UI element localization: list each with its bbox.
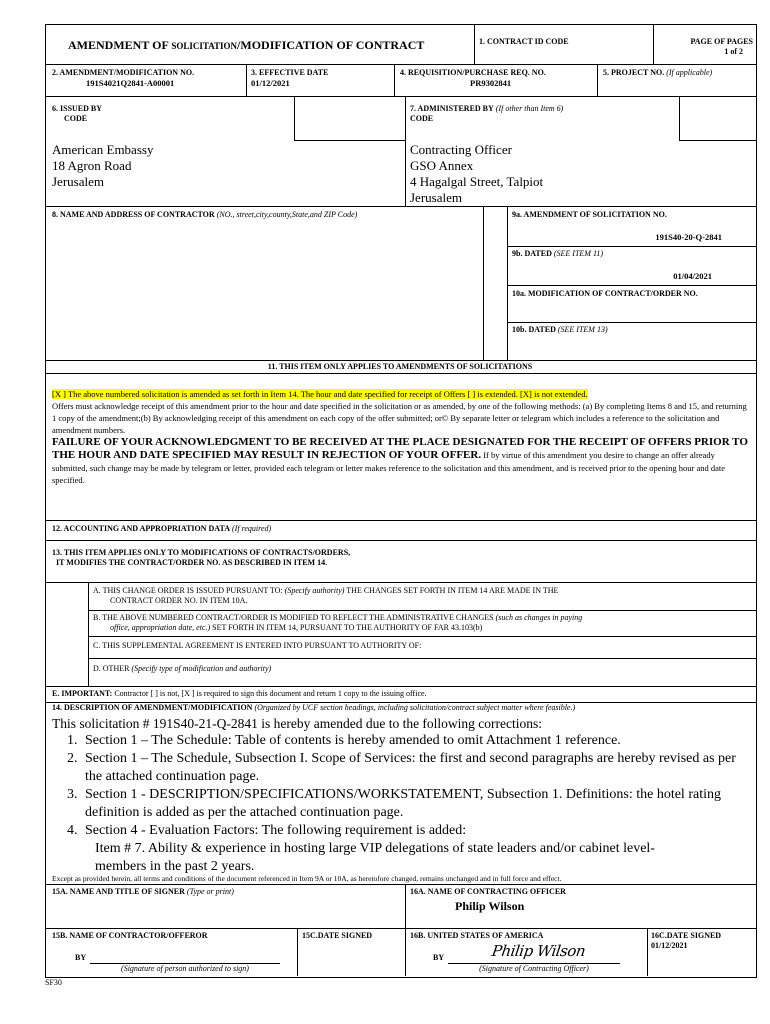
item11-heading: 11. THIS ITEM ONLY APPLIES TO AMENDMENTS OF SOLICITATIONS [267,362,533,371]
officer-by: BY [433,953,445,962]
issued-by-address: American Embassy 18 Agron Road Jerusalem [52,142,154,189]
contracting-officer-label: 16A. NAME OF CONTRACTING OFFICER [410,887,566,896]
list-item: 3. Section 1 - DESCRIPTION/SPECIFICATIONS/WORKSTATEMENT, Subsection 1. Definitions: the hotel rating definition is added as per the attached continuation page. [81,786,755,822]
item14-label: 14. DESCRIPTION OF AMENDMENT/MODIFICATION (Organized by UCF section headings, including solicitation/contract subject matter where feasible.) [52,703,576,712]
form-title: AMENDMENT OF SOLICITATION/MODIFICATION OF CONTRACT [68,38,425,52]
modification-field: 10a. MODIFICATION OF CONTRACT/ORDER NO. [512,289,698,298]
officer-signature-note: (Signature of Contracting Officer) [479,964,589,973]
requisition-field: 4. REQUISITION/PURCHASE REQ. NO. PR9302841 [400,68,546,88]
item14-sub-item: Item # 7. Ability & experience in hosting large VIP delegations of state leaders and/or cabinet level-members in the past 2 years. [95,841,655,874]
item13-option-c: C. THIS SUPPLEMENTAL AGREEMENT IS ENTERED INTO PURSUANT TO AUTHORITY OF: [93,641,422,650]
amendment-solicitation-field: 9a. AMENDMENT OF SOLICITATION NO. 191S40-20-Q-2841 [512,210,722,242]
contract-id-label: 1. CONTRACT ID CODE [479,37,569,46]
dated-10b-field: 10b. DATED (SEE ITEM 13) [512,325,608,334]
amendment-no-field: 2. AMENDMENT/MODIFICATION NO. 191S4021Q2841-A00001 [52,68,195,88]
item12-accounting: 12. ACCOUNTING AND APPROPRIATION DATA (If required) [52,524,272,533]
administered-by-label: 7. ADMINISTERED BY (If other than Item 6) CODE [410,104,564,123]
date-signed-16c: 16C.DATE SIGNED 01/12/2021 [651,931,722,950]
contracting-officer-name: Philip Wilson [455,899,525,913]
project-no-field: 5. PROJECT NO. (If applicable) [603,68,713,77]
item13-option-d: D. OTHER (Specify type of modification and authority) [93,664,272,673]
administered-by-address: Contracting Officer GSO Annex 4 Hagalgal Street, Talpiot Jerusalem [410,142,544,205]
item11-body: [X ] The above numbered solicitation is amended as set forth in Item 14. The hour and date specified for receipt of Offers [ ] is extended. [X] is not extended. Offers must acknowledge receipt of this amendment prior to the hour and date specified in the solicitation or as amended, by one of the following methods: (a) By completing Items 8 and 15, and returning 1 copy of the amendment;(b) By acknowledging receipt of this amendment on each copy of the offer submitted; or© By separate letter or telegram which includes a reference to the solicitation and amendment numbers. FAILURE OF YOUR ACKNOWLEDGMENT TO BE RECEIVED AT THE PLACE DESIGNATED FOR THE RECEIPT OF OFFERS PRIOR TO THE HOUR AND DATE SPECIFIED MAY RESULT IN REJECTION OF YOUR OFFER. If by virtue of this amendment you desire to change an offer already submitted, such change may be made by telegram or letter, provided each telegram or letter makes reference to the solicitation and this amendment, and is received prior to the opening hour and date specified. [52,389,748,485]
issued-by-label: 6. ISSUED BY CODE [52,104,103,123]
item14-intro: This solicitation # 191S40-21-Q-2841 is hereby amended due to the following corrections: [52,716,543,731]
admin-code-box [679,96,756,141]
effective-date-field: 3. EFFECTIVE DATE 01/12/2021 [251,68,329,88]
issued-by-code-box [294,96,405,141]
date-signed-15c-label: 15C.DATE SIGNED [302,931,373,940]
contractor-label: 8. NAME AND ADDRESS OF CONTRACTOR (NO., street,city,county,State,and ZIP Code) [52,210,358,219]
officer-signature: Philip Wilson [490,942,587,960]
list-item: 1. Section 1 – The Schedule: Table of contents is hereby amended to omit Attachment 1 reference. [81,732,755,750]
item13-option-b: B. THE ABOVE NUMBERED CONTRACT/ORDER IS MODIFIED TO REFLECT THE ADMINISTRATIVE CHANGES (such as changes in paying office, appropriation date, etc.) SET FORTH IN ITEM 14, PURSUANT TO THE AUTHORITY OF FAR 43.103(b) [93,613,583,632]
contractor-by: BY [75,953,87,962]
item13-option-a: A. THIS CHANGE ORDER IS ISSUED PURSUANT TO: (Specify authority) THE CHANGES SET FORTH IN ITEM 14 ARE MADE IN THE CONTRACT ORDER NO. IN ITEM 10A. [93,586,559,605]
item14-footer: Except as provided herein, all terms and conditions of the document referenced in Item 9A or 10A, as heretofore changed, remains unchanged and in full force and effect. [52,874,562,883]
usa-label: 16B. UNITED STATES OF AMERICA [410,931,544,940]
list-item: 2. Section 1 – The Schedule, Subsection I. Scope of Services: the first and second paragraphs are hereby revised as per the attached continuation page. [81,750,755,786]
contractor-offeror-label: 15B. NAME OF CONTRACTOR/OFFEROR [52,931,208,940]
form-id: SF30 [45,978,62,987]
signer-name-title-label: 15A. NAME AND TITLE OF SIGNER (Type or print) [52,887,234,896]
page-of-pages: PAGE OF PAGES 1 of 2 [690,37,753,56]
item-e-important: E. IMPORTANT: Contractor [ ] is not, [X ] is required to sign this document and return 1 copy to the issuing office. [52,689,427,698]
item14-list [50,732,755,876]
item13-heading: 13. THIS ITEM APPLIES ONLY TO MODIFICATIONS OF CONTRACTS/ORDERS, IT MODIFIES THE CONTRACT/ORDER NO. AS DESCRIBED IN ITEM 14. [52,548,351,567]
list-item: 4. Section 4 - Evaluation Factors: The following requirement is added: [81,822,755,840]
contractor-signature-note: (Signature of person authorized to sign) [121,964,249,973]
dated-9b-field: 9b. DATED (SEE ITEM 11) 01/04/2021 [512,249,712,281]
